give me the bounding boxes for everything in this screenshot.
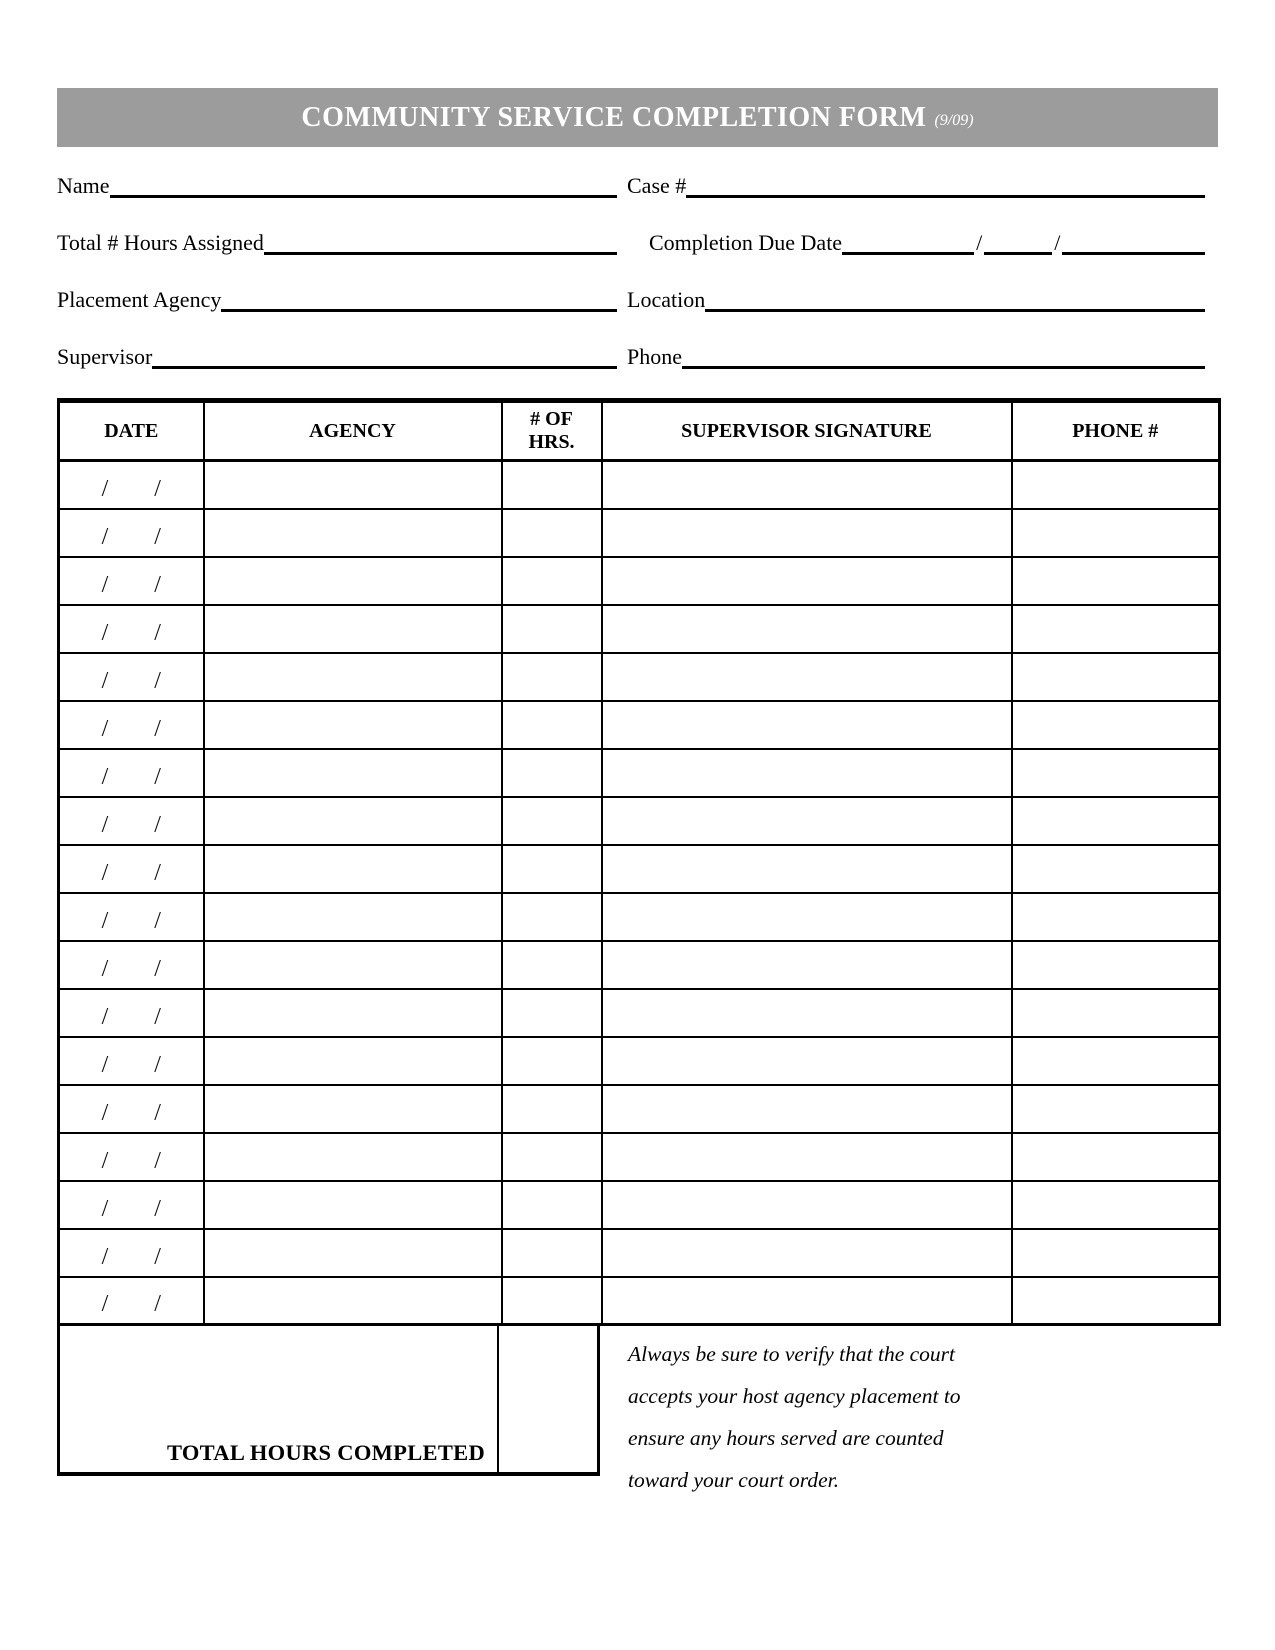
phone-entry-cell[interactable] — [1012, 605, 1220, 653]
signature-entry-cell[interactable] — [602, 1133, 1012, 1181]
date-separator-slash: / — [154, 1291, 161, 1317]
date-entry-cell[interactable] — [59, 701, 204, 749]
placement-agency-label: Placement Agency — [57, 286, 222, 312]
hours-entry-cell[interactable] — [502, 1229, 602, 1277]
hours-entry-cell[interactable] — [502, 605, 602, 653]
date-separators — [60, 812, 203, 844]
agency-entry-cell[interactable] — [204, 845, 502, 893]
total-hours-label-cell — [60, 1326, 499, 1472]
due-date-year-input-line[interactable] — [1062, 229, 1205, 255]
date-entry-cell[interactable] — [59, 605, 204, 653]
hours-entry-cell[interactable] — [502, 1133, 602, 1181]
agency-entry-cell[interactable] — [204, 1277, 502, 1325]
date-separator-slash: / — [101, 859, 109, 886]
date-separators — [60, 1100, 203, 1132]
note-line: ensure any hours served are counted — [628, 1426, 944, 1450]
due-date-day-input-line[interactable] — [984, 229, 1052, 255]
date-separator-slash: / — [101, 1099, 109, 1126]
phone-entry-cell[interactable] — [1012, 845, 1220, 893]
date-separators — [60, 764, 203, 796]
date-entry-cell[interactable] — [59, 557, 204, 605]
hours-entry-cell[interactable] — [502, 1085, 602, 1133]
table-footer-area — [57, 1326, 1218, 1501]
date-entry-cell[interactable] — [59, 1181, 204, 1229]
signature-entry-cell[interactable] — [602, 701, 1012, 749]
supervisor-input-line[interactable] — [152, 343, 617, 369]
phone-entry-cell[interactable] — [1012, 893, 1220, 941]
agency-entry-cell[interactable] — [204, 701, 502, 749]
phone-entry-cell[interactable] — [1012, 653, 1220, 701]
date-separators — [60, 1196, 203, 1228]
date-separator-slash: / — [154, 1003, 161, 1030]
agency-entry-cell[interactable] — [204, 989, 502, 1037]
date-separators — [60, 476, 203, 508]
log-row — [59, 749, 1220, 797]
date-separator-slash: / — [101, 667, 109, 694]
hours-assigned-input-line[interactable] — [264, 229, 617, 255]
date-separator-slash: / — [154, 859, 161, 886]
hours-entry-cell[interactable] — [502, 845, 602, 893]
date-separator-slash: / — [101, 1195, 109, 1222]
date-entry-cell[interactable] — [59, 941, 204, 989]
agency-entry-cell[interactable] — [204, 893, 502, 941]
phone-entry-cell[interactable] — [1012, 941, 1220, 989]
date-separator-slash: / — [154, 1195, 161, 1222]
signature-entry-cell[interactable] — [602, 1037, 1012, 1085]
column-header-agency: AGENCY — [204, 401, 502, 461]
date-separators — [60, 1244, 203, 1276]
log-row — [59, 605, 1220, 653]
hours-entry-cell[interactable] — [502, 557, 602, 605]
date-entry-cell[interactable] — [59, 845, 204, 893]
date-separator-slash: / — [154, 907, 161, 934]
date-separators — [60, 860, 203, 892]
signature-entry-cell[interactable] — [602, 461, 1012, 509]
date-entry-cell[interactable] — [59, 1037, 204, 1085]
log-row — [59, 1229, 1220, 1277]
note-line: Always be sure to verify that the court — [628, 1342, 956, 1366]
hours-entry-cell[interactable] — [502, 701, 602, 749]
date-separator-slash: / — [101, 715, 109, 742]
agency-entry-cell[interactable] — [204, 461, 502, 509]
total-hours-label: TOTAL HOURS COMPLETED — [166, 1440, 485, 1465]
date-separator-slash: / — [101, 763, 109, 790]
phone-entry-cell[interactable] — [1012, 989, 1220, 1037]
log-row — [59, 989, 1220, 1037]
agency-entry-cell[interactable] — [204, 749, 502, 797]
hours-entry-cell[interactable] — [502, 1037, 602, 1085]
date-separator-slash: / — [101, 1243, 109, 1270]
log-row — [59, 893, 1220, 941]
note-line: toward your court order. — [628, 1468, 840, 1492]
agency-entry-cell[interactable] — [204, 653, 502, 701]
date-separator-slash: / — [154, 715, 161, 742]
date-separator-slash: / — [101, 907, 109, 934]
agency-entry-cell[interactable] — [204, 1037, 502, 1085]
date-separator-slash: / — [101, 811, 109, 838]
signature-entry-cell[interactable] — [602, 509, 1012, 557]
date-separator-slash: / — [154, 571, 161, 598]
log-row — [59, 1085, 1220, 1133]
date-entry-cell[interactable] — [59, 893, 204, 941]
log-row — [59, 797, 1220, 845]
date-separators — [60, 668, 203, 700]
date-separators — [60, 1052, 203, 1084]
date-separator-slash: / — [154, 667, 161, 694]
phone-entry-cell[interactable] — [1012, 1133, 1220, 1181]
date-separators — [60, 524, 203, 556]
total-hours-value-cell[interactable] — [499, 1326, 597, 1472]
signature-entry-cell[interactable] — [602, 557, 1012, 605]
date-separators — [60, 908, 203, 940]
date-separator-slash: / — [101, 1003, 109, 1030]
log-row — [59, 1181, 1220, 1229]
column-header-supervisor-signature: SUPERVISOR SIGNATURE — [602, 401, 1012, 461]
phone-entry-cell[interactable] — [1012, 701, 1220, 749]
date-separator-slash: / — [154, 811, 161, 838]
signature-entry-cell[interactable] — [602, 797, 1012, 845]
date-separators — [60, 1004, 203, 1036]
hours-entry-cell[interactable] — [502, 1277, 602, 1325]
phone-entry-cell[interactable] — [1012, 1229, 1220, 1277]
case-number-input-line[interactable] — [686, 172, 1205, 198]
date-separator-slash: / — [101, 955, 109, 982]
date-separator-slash: / — [154, 763, 161, 790]
date-separator-slash: / — [154, 1147, 161, 1174]
agency-entry-cell[interactable] — [204, 605, 502, 653]
service-log-table — [57, 398, 1221, 1326]
log-row — [59, 461, 1220, 509]
name-input-line[interactable] — [110, 172, 617, 198]
signature-entry-cell[interactable] — [602, 653, 1012, 701]
field-row-agency-location — [57, 255, 1218, 312]
agency-entry-cell[interactable] — [204, 797, 502, 845]
hours-entry-cell[interactable] — [502, 989, 602, 1037]
date-entry-cell[interactable] — [59, 653, 204, 701]
date-separator-slash: / — [101, 619, 109, 646]
date-separators — [60, 1148, 203, 1180]
signature-entry-cell[interactable] — [602, 605, 1012, 653]
date-separator-slash: / — [101, 1291, 109, 1317]
signature-entry-cell[interactable] — [602, 1085, 1012, 1133]
date-separator-slash: / — [101, 571, 109, 598]
phone-entry-cell[interactable] — [1012, 1277, 1220, 1325]
date-separators — [60, 620, 203, 652]
date-separator-slash: / — [154, 619, 161, 646]
date-separator-slash: / — [154, 1051, 161, 1078]
column-header-date: DATE — [59, 401, 204, 461]
date-separators — [60, 1291, 203, 1323]
signature-entry-cell[interactable] — [602, 989, 1012, 1037]
date-separators — [60, 716, 203, 748]
date-entry-cell[interactable] — [59, 749, 204, 797]
hours-entry-cell[interactable] — [502, 893, 602, 941]
date-separator-slash: / — [1054, 229, 1061, 255]
phone-entry-cell[interactable] — [1012, 1085, 1220, 1133]
date-entry-cell[interactable] — [59, 461, 204, 509]
signature-entry-cell[interactable] — [602, 845, 1012, 893]
log-row — [59, 845, 1220, 893]
hours-assigned-label: Total # Hours Assigned — [57, 229, 264, 255]
date-separator-slash: / — [101, 523, 109, 550]
signature-entry-cell[interactable] — [602, 1181, 1012, 1229]
date-separator-slash: / — [976, 229, 983, 255]
hours-entry-cell[interactable] — [502, 653, 602, 701]
agency-entry-cell[interactable] — [204, 509, 502, 557]
log-row — [59, 1133, 1220, 1181]
column-header-phone: PHONE # — [1012, 401, 1220, 461]
verification-note — [628, 1326, 961, 1501]
signature-entry-cell[interactable] — [602, 893, 1012, 941]
total-hours-box — [57, 1326, 600, 1476]
log-row — [59, 509, 1220, 557]
agency-entry-cell[interactable] — [204, 557, 502, 605]
location-label: Location — [627, 286, 706, 312]
date-separators — [60, 956, 203, 988]
log-row — [59, 557, 1220, 605]
date-separator-slash: / — [154, 523, 161, 550]
date-separator-slash: / — [154, 475, 161, 502]
hours-entry-cell[interactable] — [502, 749, 602, 797]
hours-entry-cell[interactable] — [502, 797, 602, 845]
case-number-label: Case # — [627, 172, 687, 198]
note-line: accepts your host agency placement to — [628, 1384, 961, 1408]
hours-entry-cell[interactable] — [502, 509, 602, 557]
date-separator-slash: / — [101, 475, 109, 502]
form-fields — [57, 141, 1218, 369]
phone-entry-cell[interactable] — [1012, 509, 1220, 557]
log-row — [59, 653, 1220, 701]
date-entry-cell[interactable] — [59, 797, 204, 845]
agency-entry-cell[interactable] — [204, 1229, 502, 1277]
agency-entry-cell[interactable] — [204, 1133, 502, 1181]
log-row — [59, 941, 1220, 989]
date-separator-slash: / — [154, 1099, 161, 1126]
hours-entry-cell[interactable] — [502, 941, 602, 989]
log-row — [59, 1277, 1220, 1325]
phone-entry-cell[interactable] — [1012, 1181, 1220, 1229]
signature-entry-cell[interactable] — [602, 941, 1012, 989]
date-entry-cell[interactable] — [59, 989, 204, 1037]
hours-entry-cell[interactable] — [502, 461, 602, 509]
phone-entry-cell[interactable] — [1012, 1037, 1220, 1085]
phone-entry-cell[interactable] — [1012, 461, 1220, 509]
date-separator-slash: / — [154, 955, 161, 982]
due-date-month-input-line[interactable] — [842, 229, 974, 255]
log-row — [59, 1037, 1220, 1085]
date-entry-cell[interactable] — [59, 1277, 204, 1325]
location-input-line[interactable] — [705, 286, 1205, 312]
signature-entry-cell[interactable] — [602, 749, 1012, 797]
name-label: Name — [57, 172, 110, 198]
date-separator-slash: / — [101, 1147, 109, 1174]
date-separators — [60, 572, 203, 604]
date-separator-slash: / — [154, 1243, 161, 1270]
date-entry-cell[interactable] — [59, 1085, 204, 1133]
due-date-label: Completion Due Date — [649, 229, 843, 255]
date-entry-cell[interactable] — [59, 1229, 204, 1277]
agency-entry-cell[interactable] — [204, 1181, 502, 1229]
field-row-supervisor-phone — [57, 312, 1218, 369]
placement-agency-input-line[interactable] — [221, 286, 617, 312]
field-row-name-case — [57, 141, 1218, 198]
log-header-row — [59, 401, 1220, 461]
form-title-bar — [57, 88, 1218, 147]
phone-entry-cell[interactable] — [1012, 797, 1220, 845]
column-header-hours: # OF HRS. — [502, 401, 602, 461]
date-separator-slash: / — [101, 1051, 109, 1078]
form-version: (9/09) — [934, 111, 974, 129]
supervisor-label: Supervisor — [57, 343, 153, 369]
phone-label: Phone — [627, 343, 682, 369]
field-row-hours-duedate — [57, 198, 1218, 255]
phone-input-line[interactable] — [682, 343, 1205, 369]
phone-entry-cell[interactable] — [1012, 557, 1220, 605]
log-row — [59, 701, 1220, 749]
date-entry-cell[interactable] — [59, 509, 204, 557]
date-entry-cell[interactable] — [59, 1133, 204, 1181]
hours-entry-cell[interactable] — [502, 1181, 602, 1229]
phone-entry-cell[interactable] — [1012, 749, 1220, 797]
signature-entry-cell[interactable] — [602, 1277, 1012, 1325]
agency-entry-cell[interactable] — [204, 1085, 502, 1133]
signature-entry-cell[interactable] — [602, 1229, 1012, 1277]
agency-entry-cell[interactable] — [204, 941, 502, 989]
form-title: COMMUNITY SERVICE COMPLETION FORM — [301, 101, 927, 133]
